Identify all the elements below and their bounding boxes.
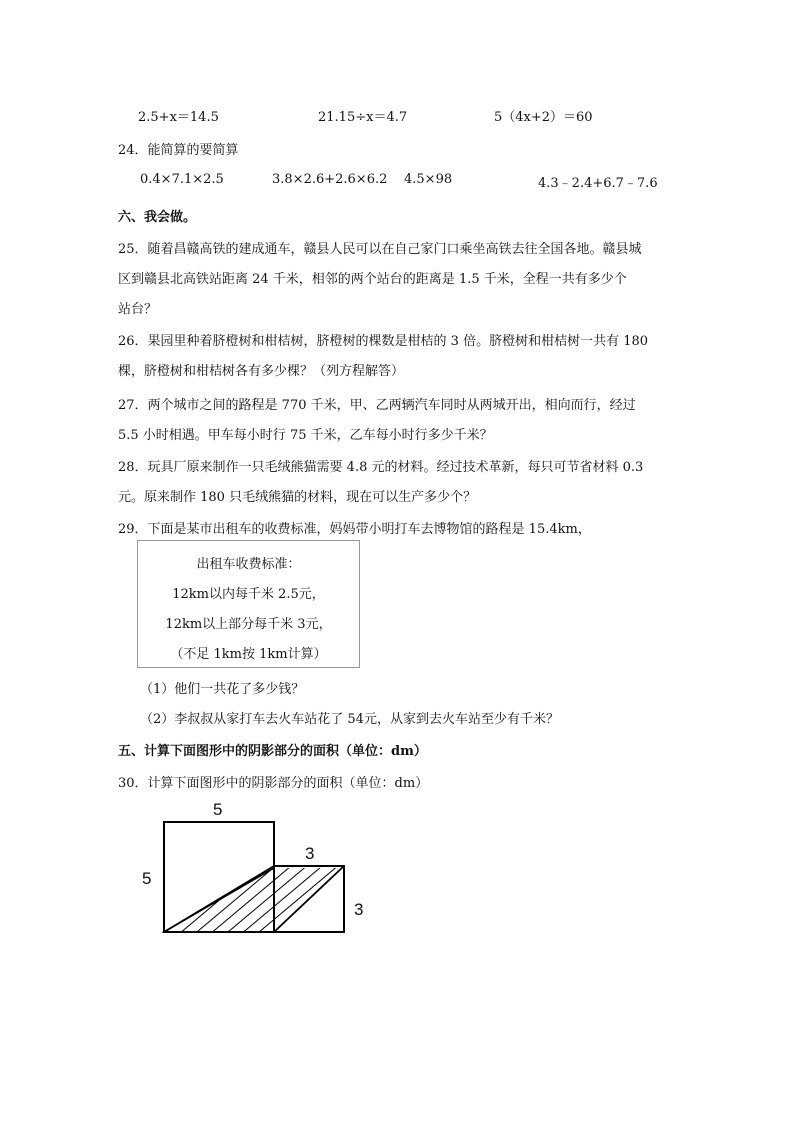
q29-line-1: 29．下面是某市出租车的收费标准，妈妈带小明打车去博物馆的路程是 15.4km， <box>118 522 591 537</box>
q28-line-2: 元。原来制作 180 只毛绒熊猫的材料，现在可以生产多少个？ <box>118 490 477 505</box>
q27-line-2: 5.5 小时相遇。甲车每小时行 75 千米，乙车每小时行多少千米？ <box>118 428 493 443</box>
q26-line-1: 26．果园里种着脐橙树和柑桔树，脐橙树的棵数是柑桔的 3 倍。脐橙树和柑桔树一共有 180 <box>118 334 649 349</box>
taxi-fare-title: 出租车收费标准： <box>196 557 301 572</box>
q24-item-2: 3.8×2.6+2.6×6.2 <box>272 172 388 187</box>
label-small-right: 3 <box>354 900 364 919</box>
q24-item-1: 0.4×7.1×2.5 <box>140 172 224 187</box>
taxi-fare-rule-3: （不足 1km按 1km计算） <box>170 647 327 662</box>
q24-title: 24．能简算的要简算 <box>118 143 239 158</box>
section-5-title: 五、计算下面图形中的阴影部分的面积（单位：dm） <box>118 744 427 759</box>
q29-sub-1: （1）他们一共花了多少钱？ <box>140 682 305 697</box>
q26-line-2: 棵，脐橙树和柑桔树各有多少棵？（列方程解答） <box>118 364 405 379</box>
q30-title: 30．计算下面图形中的阴影部分的面积（单位：dm） <box>118 776 429 791</box>
q24-item-3: 4.5×98 <box>404 172 453 187</box>
section-6-title: 六、我会做。 <box>118 210 197 225</box>
taxi-fare-rule-1: 12km以内每千米 2.5元， <box>172 587 325 602</box>
q27-line-1: 27．两个城市之间的路程是 770 千米，甲、乙两辆汽车同时从两城开出，相向而行，经过 <box>118 398 636 413</box>
label-big-top: 5 <box>213 800 223 819</box>
q29-sub-2: （2）李叔叔从家打车去火车站花了 54元，从家到去火车站至少有千米？ <box>140 712 559 727</box>
label-big-left: 5 <box>142 869 152 888</box>
taxi-fare-rule-2: 12km以上部分每千米 3元， <box>165 617 332 632</box>
q25-line-3: 站台？ <box>118 302 158 317</box>
equation-2: 21.15÷x＝4.7 <box>318 110 408 125</box>
q24-item-4: 4.3﹣2.4+6.7﹣7.6 <box>538 176 658 191</box>
q28-line-1: 28．玩具厂原来制作一只毛绒熊猫需要 4.8 元的材料。经过技术革新，每只可节省材料 0.3 <box>118 460 644 475</box>
equation-1: 2.5+x＝14.5 <box>138 110 219 125</box>
q25-line-1: 25．随着昌赣高铁的建成通车，赣县人民可以在自己家门口乘坐高铁去往全国各地。赣县城 <box>118 242 642 257</box>
label-small-top: 3 <box>305 844 315 863</box>
equation-3: 5（4x+2）＝60 <box>494 110 593 125</box>
q25-line-2: 区到赣县北高铁站距离 24 千米，相邻的两个站台的距离是 1.5 千米，全程一共有多少个 <box>118 272 627 287</box>
